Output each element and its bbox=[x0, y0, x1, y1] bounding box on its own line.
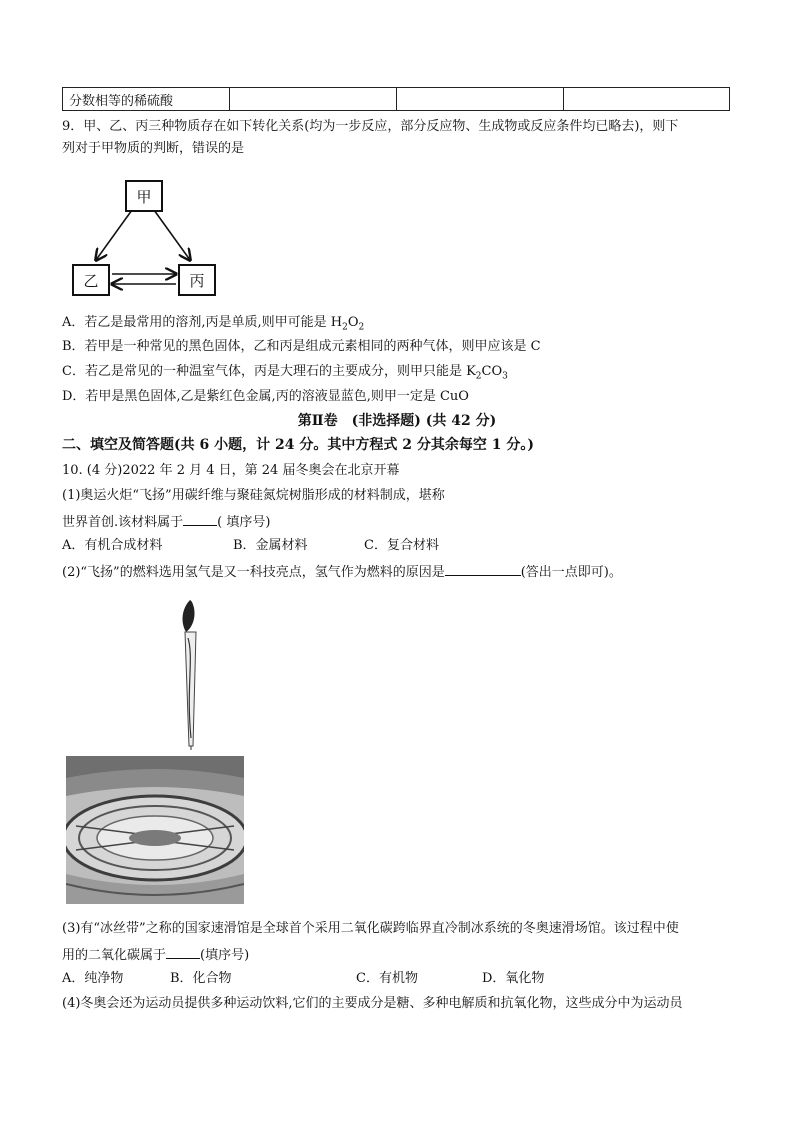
speed-skating-oval-image bbox=[66, 756, 244, 904]
option-b: B．化合物 bbox=[170, 971, 232, 986]
option-c: C．有机物 bbox=[356, 971, 418, 986]
section-heading: 二、填空及简答题(共 6 小题，计 24 分。其中方程式 2 分其余每空 1 分。) bbox=[62, 437, 534, 453]
table-cell: 分数相等的稀硫酸 bbox=[63, 88, 230, 111]
answer-blank[interactable] bbox=[183, 512, 217, 526]
q9-option-c: C．若乙是常见的一种温室气体，丙是大理石的主要成分，则甲只能是 $K_2CO_3$ bbox=[62, 364, 508, 382]
arrow-a-to-c bbox=[154, 210, 190, 260]
option-a: A．有机合成材料 bbox=[62, 538, 163, 553]
q9-stem-line1: 9．甲、乙、丙三种物质存在如下转化关系(均为一步反应，部分反应物、生成物或反应条件均已略去)，则下 bbox=[62, 119, 679, 134]
answer-table bbox=[62, 87, 730, 111]
q10-part1-line2: 世界首创.该材料属于 ( 填序号) bbox=[62, 512, 270, 532]
torch-illustration bbox=[176, 598, 206, 750]
table-cell bbox=[564, 88, 730, 111]
option-b: B．金属材料 bbox=[233, 538, 308, 553]
q9-option-d: D．若甲是黑色固体,乙是紫红色金属,丙的溶液显蓝色,则甲一定是 CuO bbox=[62, 389, 469, 404]
q10-part3-line1: (3)有“冰丝带”之称的国家速滑馆是全球首个采用二氧化碳跨临界直冷制冰系统的冬奥速滑场馆。该过程中使 bbox=[62, 921, 679, 936]
section-title: 第Ⅱ卷 (非选择题) (共 42 分) bbox=[297, 413, 497, 429]
option-c: C．复合材料 bbox=[364, 538, 439, 553]
table-cell bbox=[230, 88, 397, 111]
substance-c-box: 丙 bbox=[178, 264, 216, 296]
q10-part2: (2)“飞扬”的燃料选用氢气是又一科技亮点，氢气作为燃料的原因是 (答出一点即可)。 bbox=[62, 562, 622, 582]
q10-part1-line1: (1)奥运火炬“飞扬”用碳纤维与聚硅氮烷树脂形成的材料制成，堪称 bbox=[62, 488, 445, 503]
q9-option-a: A．若乙是最常用的溶剂,丙是单质,则甲可能是 $H_2O_2$ bbox=[62, 315, 365, 333]
q10-part3-line2: 用的二氧化碳属于 (填序号) bbox=[62, 945, 249, 965]
answer-blank[interactable] bbox=[445, 562, 521, 576]
substance-a-box: 甲 bbox=[125, 180, 163, 212]
answer-blank[interactable] bbox=[166, 945, 200, 959]
q9-option-b: B．若甲是一种常见的黑色固体，乙和丙是组成元素相同的两种气体，则甲应该是 C bbox=[62, 339, 541, 354]
substance-b-box: 乙 bbox=[72, 264, 110, 296]
q10-part4: (4)冬奥会还为运动员提供多种运动饮料,它们的主要成分是糖、多种电解质和抗氧化物，这些成分中为运动员 bbox=[62, 996, 683, 1011]
table-cell bbox=[397, 88, 564, 111]
option-a: A．纯净物 bbox=[62, 971, 124, 986]
q9-stem-line2: 列对于甲物质的判断，错误的是 bbox=[62, 141, 245, 156]
conversion-diagram bbox=[70, 178, 220, 298]
table-row bbox=[63, 88, 730, 111]
option-d: D．氧化物 bbox=[482, 971, 545, 986]
arrow-a-to-b bbox=[96, 210, 132, 260]
q10-stem: 10. (4 分)2022 年 2 月 4 日，第 24 届冬奥会在北京开幕 bbox=[62, 463, 400, 478]
